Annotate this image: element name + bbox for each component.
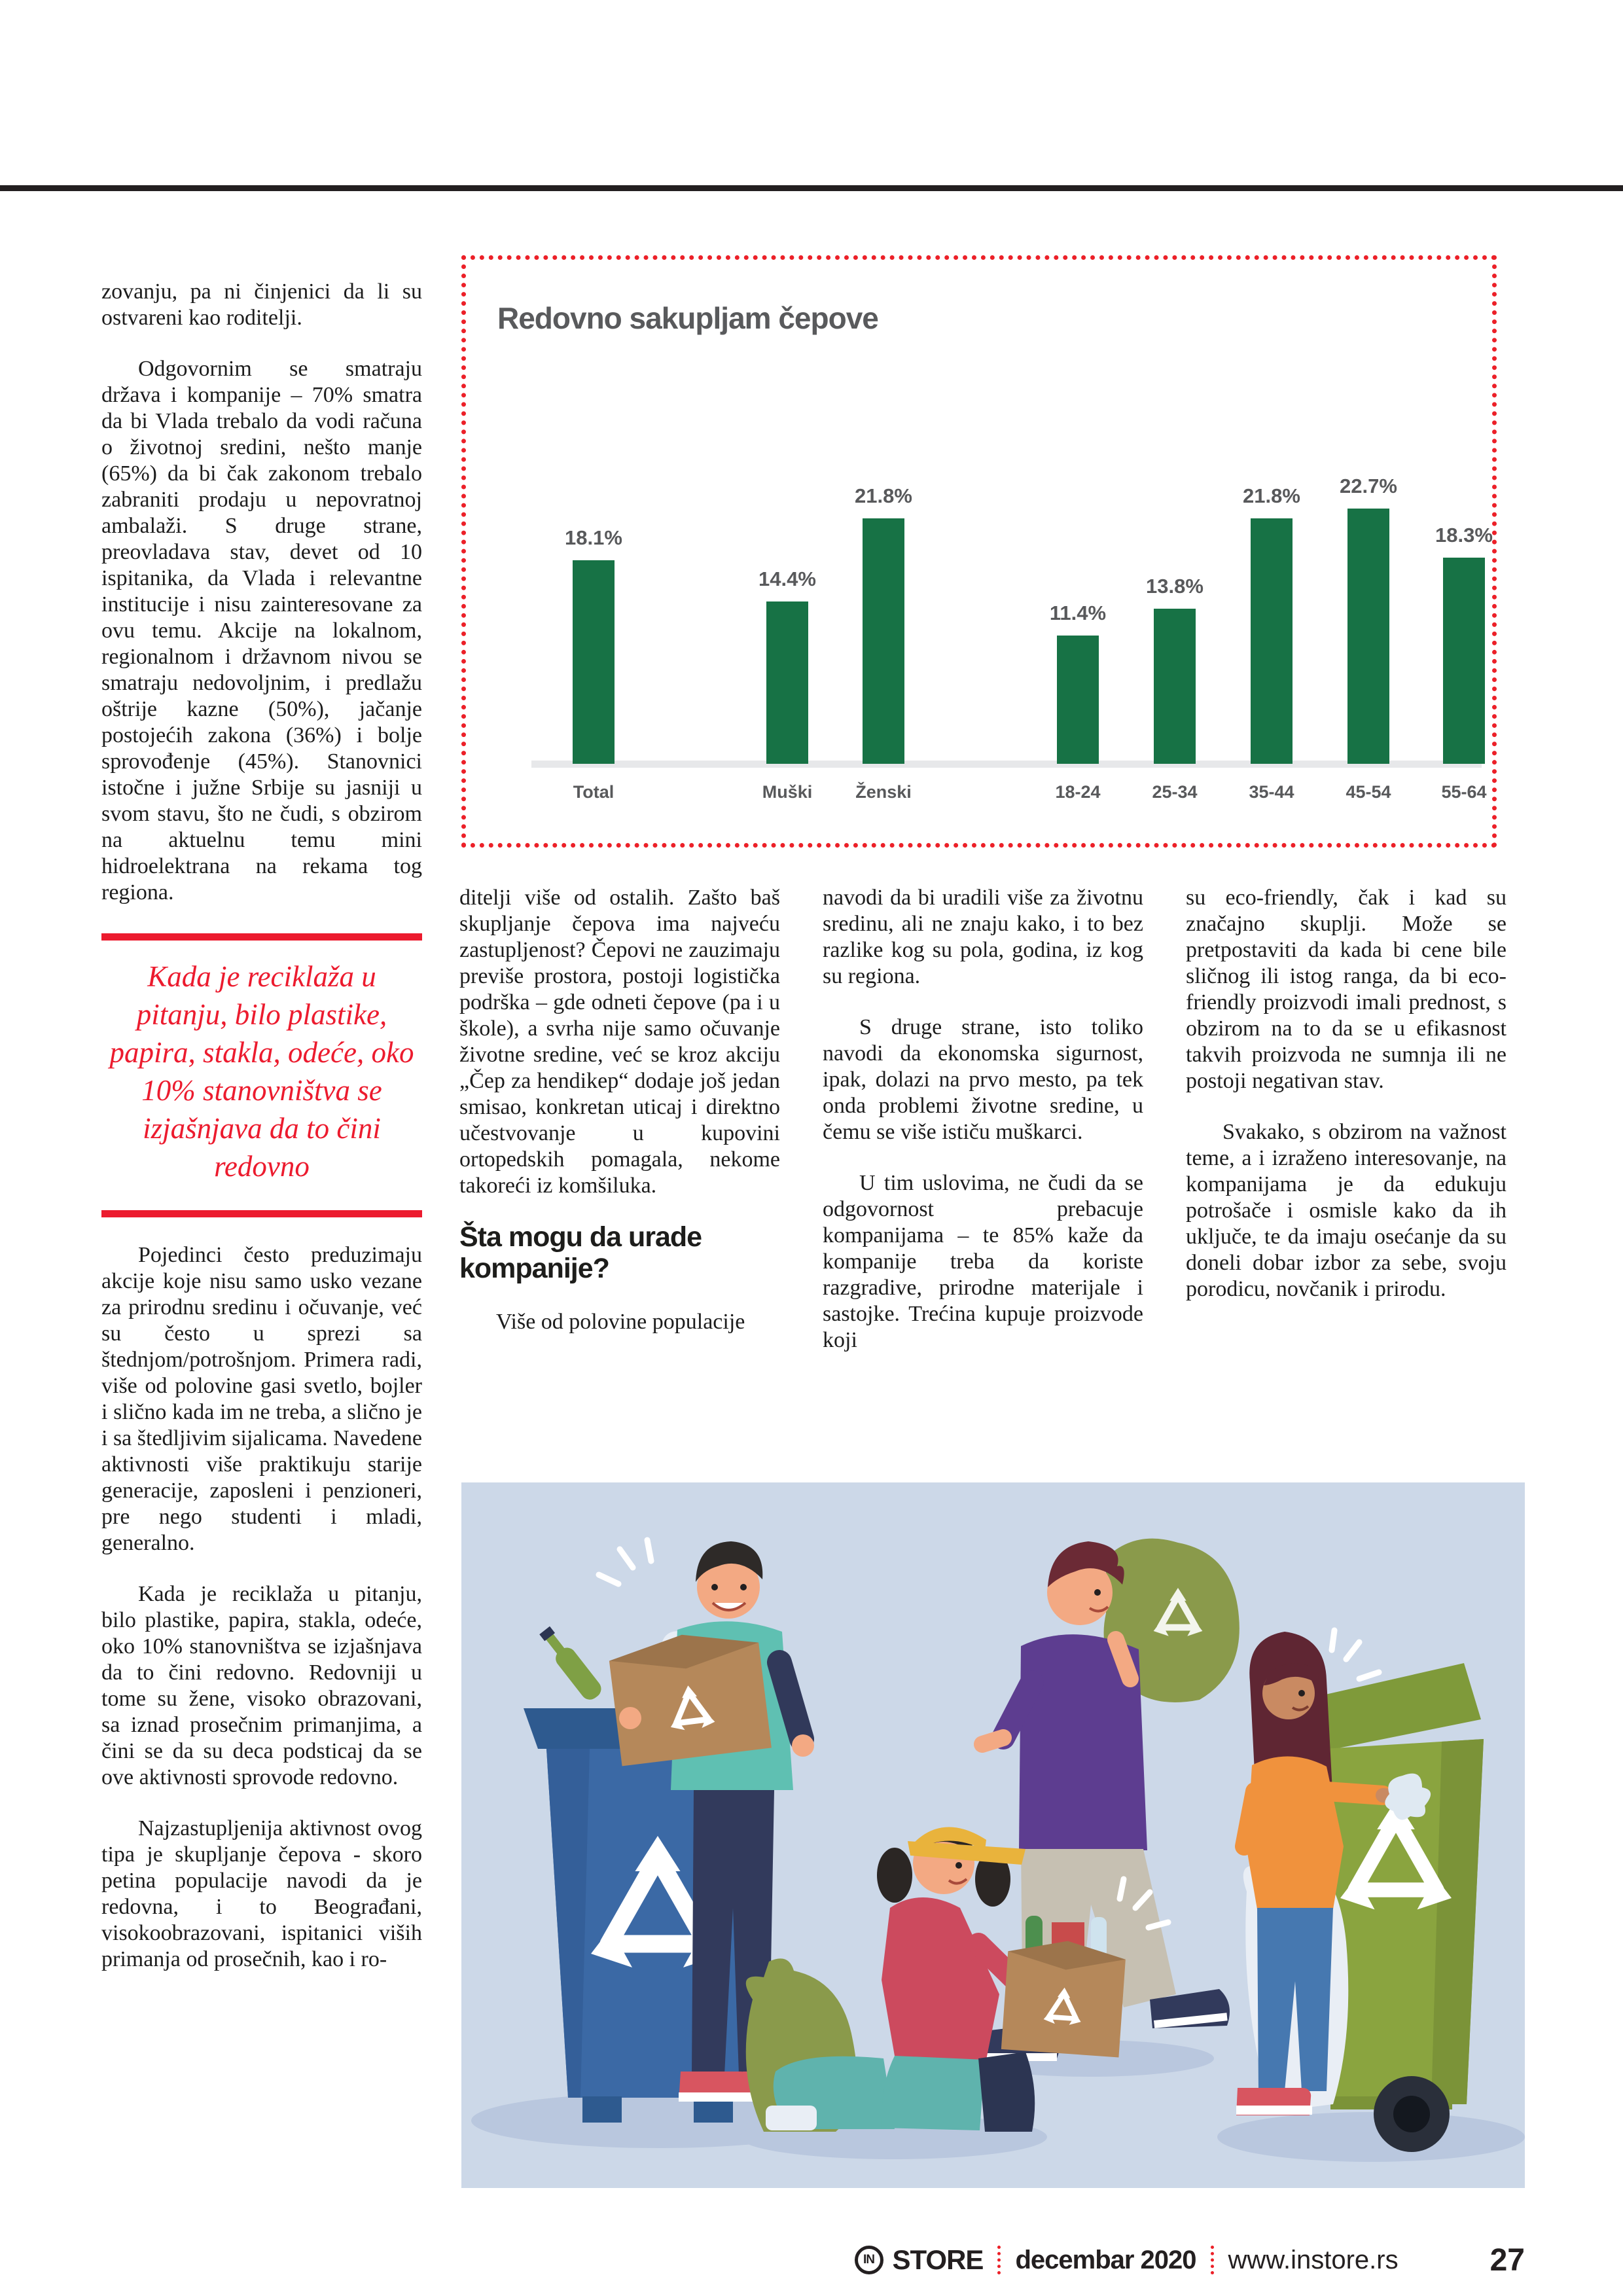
bar-value-label: 11.4% [1049, 601, 1107, 624]
bar-value-label: 18.3% [1435, 524, 1493, 547]
category-label: 45-54 [1346, 782, 1391, 802]
cardboard-box-girl [1001, 1937, 1127, 2057]
pull-quote-block [101, 933, 422, 1217]
recycling-illustration [461, 1482, 1525, 2188]
top-rule [0, 185, 1623, 191]
paragraph: Svakako, s obzirom na važnost teme, a i izraženo interesovanje, na kompanijama je da edukuju potrošače i osmisle kako da ih uključe, te da imaju osećanje da su doneli dobar izbor za sebe, svoju porodicu, novčanik i prirodu. [1186, 1120, 1507, 1301]
x-axis-line [531, 761, 1482, 768]
column-3-paragraphs [1186, 885, 1507, 1302]
bar-value-label: 21.8% [855, 484, 912, 507]
dotted-separator [1211, 2246, 1214, 2274]
bar-value-label: 21.8% [1243, 484, 1300, 507]
left-text-column [101, 279, 422, 1973]
category-label: 25-34 [1152, 782, 1198, 802]
bar-chart [461, 255, 1497, 848]
paragraph: zovanju, pa ni činjenici da li su ostvareni kao roditelji. [101, 279, 422, 330]
bar-value-label: 13.8% [1146, 575, 1204, 598]
paragraph: Pojedinci često preduzimaju akcije koje nisu samo usko vezane za prirodnu sredinu i očuvanje, već su često u sprezi sa štednjom/potrošnjom. Primera radi, više od polovine gasi svetlo, bojler i slično kada im ne treba, a slično je i sa štedljivim sijalicama. Navedene aktivnosti više praktikuju starije generacije, zaposleni i penzioneri, pre nego studenti i mladi, generalno. [101, 1243, 423, 1555]
paragraph: U tim uslovima, ne čudi da se odgovornost prebacuje kompanijama – te 85% kaže da kompanije treba da koriste razgradive, prirodne materijale i sastojke. Trećina kupuje proizvode koji [823, 1171, 1143, 1352]
paragraph: ditelji više od ostalih. Zašto baš skupljanje čepova ima najveću zastupljenost? Čepovi ne zauzimaju previše prostora, postoji logistička podrška – gde odneti čepove (pa i u škole), a svrha nije samo očuvanje životne sredine, već se kroz akciju „Čep za hendikep“ dodaje još jedan smisao, konkretan uticaj i direktno učestvovanje u kupovini ortopedskih pomagala, nekome takoreći iz komšiluka. [459, 886, 780, 1198]
column-2 [823, 885, 1143, 1354]
column-2-paragraphs [823, 885, 1143, 1354]
bar-value-label: 22.7% [1340, 475, 1397, 497]
category-label: Total [573, 782, 615, 802]
category-label: 18-24 [1055, 782, 1101, 802]
footer-issue: decembar 2020 [1015, 2245, 1196, 2274]
chart-bar [573, 560, 615, 764]
page-number: 27 [1489, 2242, 1525, 2278]
chart-bar [1347, 509, 1389, 764]
chart-bar [1154, 609, 1196, 764]
category-label: Ženski [855, 782, 912, 802]
recycling-illustration-svg [461, 1482, 1525, 2188]
chart-bar [1251, 518, 1293, 764]
category-label: Muški [762, 782, 813, 802]
chart-bar [1443, 558, 1485, 764]
column-1-after-heading [459, 1309, 780, 1335]
paragraph: navodi da bi uradili više za životnu sredinu, ali ne znaju kako, i to bez razlike kog su pola, godina, iz kog su regiona. [823, 886, 1143, 988]
column-3 [1186, 885, 1507, 1302]
bar-value-label: 18.1% [565, 526, 622, 549]
paragraph: Najzastupljenija aktivnost ovog tipa je skupljanje čepova - skoro petina populacije navodi da je redovna, i to Beograđani, visokoobrazovani, ispitanici viših primanja od prosečnih, kao i ro- [101, 1816, 422, 1971]
page-footer [855, 2242, 1525, 2278]
chart-title: Redovno sakupljam čepove [497, 301, 878, 335]
bar-value-label: 14.4% [758, 567, 816, 590]
column-1 [459, 885, 780, 1335]
column-1-paragraphs [459, 885, 780, 1199]
paragraph: su eco-friendly, čak i kad su značajno skuplji. Može se pretpostaviti da kada bi cene bile sličnog ili istog ranga, da bi eco-friendly proizvodi imali prednost, s obzirom na to da se u efikasnost takvih proizvoda ne sumnja ili ne postoji negativan stav. [1186, 886, 1507, 1093]
chart-bar [766, 601, 808, 764]
chart-bar [863, 518, 904, 764]
left-column-intro [101, 279, 422, 906]
footer-website: www.instore.rs [1228, 2245, 1399, 2274]
category-label: 55-64 [1441, 782, 1487, 802]
left-column-body [101, 1242, 422, 1973]
pull-quote-text: Kada je reciklaža u pitanju, bilo plastike, papira, stakla, odeće, oko 10% stanovništva se izjašnjava da to čini redovno [109, 960, 414, 1183]
section-heading: Šta mogu da urade kompanije? [459, 1221, 702, 1284]
category-label: 35-44 [1249, 782, 1294, 802]
chart-plot-area [466, 260, 1492, 843]
dotted-separator [997, 2246, 1001, 2274]
instore-logo-icon: IN [855, 2246, 883, 2274]
paragraph: Više od polovine populacije [496, 1310, 745, 1334]
paragraph: Odgovornim se smatraju država i kompanije – 70% smatra da bi Vlada trebalo da vodi računa o životnoj sredini, nešto manje (65%) da bi čak zakonom trebalo zabraniti prodaju u nepovratnoj ambalaži. S druge strane, preovladava stav, devet od 10 ispitanika, da Vlada i relevantne institucije i nisu zainteresovane za ovu temu. Akcije na lokalnom, regionalnom i državnom nivou se smatraju nedovoljnim, i predlažu oštrije kazne (50%), jačanje postojećih zakona (36%) i bolje sprovođenje (45%). Stanovnici istočne i južne Srbije su jasniji u svom stavu, što ne čudi, s obzirom na aktuelnu temu mini hidroelektrana na rekama tog regiona. [101, 357, 422, 905]
paragraph: Kada je reciklaža u pitanju, bilo plastike, papira, stakla, odeće, oko 10% stanovništva se izjašnjava da to čini redovno. Redovniji u tome su žene, visoko obrazovani, sa iznad prosečnim primanjima, a čini se da su deca podsticaj da se ove aktivnosti sprovode redovno. [101, 1582, 422, 1789]
paragraph: S druge strane, isto toliko navodi da ekonomska sigurnost, ipak, dolazi na prvo mesto, pa tek onda problemi životne sredine, u čemu se više ističu muškarci. [823, 1015, 1143, 1144]
footer-magazine-name: STORE [892, 2244, 984, 2275]
chart-bar [1057, 636, 1099, 764]
